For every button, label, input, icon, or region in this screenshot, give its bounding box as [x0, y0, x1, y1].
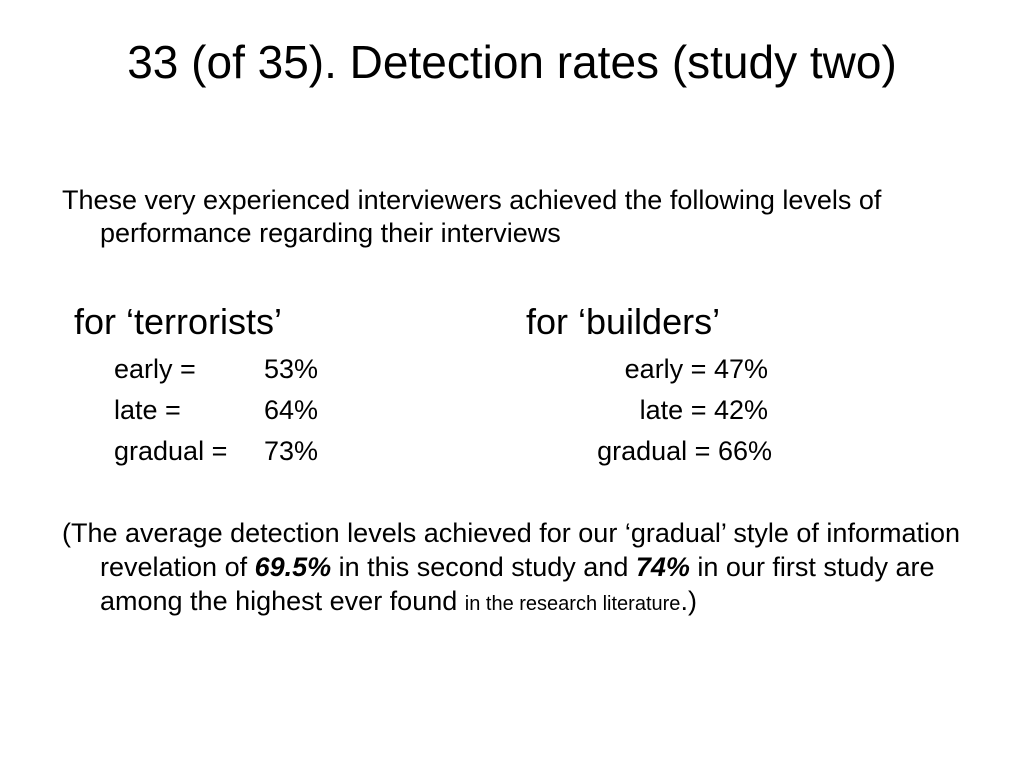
conclusion-paragraph	[62, 516, 992, 621]
terrorists-late-label: late =	[114, 395, 181, 425]
intro-text	[62, 184, 992, 250]
conclusion-part1: (The average detection levels achieved for our ‘gradual’ style of information revelation of	[62, 518, 960, 582]
conclusion-part3: in our first study are among the highest ever found	[100, 552, 935, 616]
conclusion-text	[62, 516, 992, 621]
conclusion-small-text: in the research literature	[464, 593, 681, 615]
first-study-value: 74%	[635, 552, 690, 582]
builders-heading: for ‘builders’	[526, 301, 721, 342]
builders-gradual: gradual = 66%	[597, 436, 772, 466]
builders-early: early = 47%	[624, 354, 768, 384]
conclusion-part2: in this second study and	[331, 552, 636, 582]
conclusion-end: .)	[680, 586, 697, 616]
slide-title: 33 (of 35). Detection rates (study two)	[127, 36, 897, 88]
builders-late: late = 42%	[639, 395, 768, 425]
terrorists-late-value: 64%	[264, 395, 319, 425]
terrorists-early-label: early =	[114, 354, 196, 384]
gradual-average-value: 69.5%	[254, 552, 332, 582]
terrorists-gradual-label: gradual =	[114, 436, 228, 466]
terrorists-early-value: 53%	[264, 354, 319, 384]
terrorists-heading: for ‘terrorists’	[74, 301, 283, 342]
intro-paragraph: These very experienced interviewers achieved the following levels of performance regarding their interviews	[62, 185, 882, 248]
terrorists-gradual-value: 73%	[264, 436, 319, 466]
